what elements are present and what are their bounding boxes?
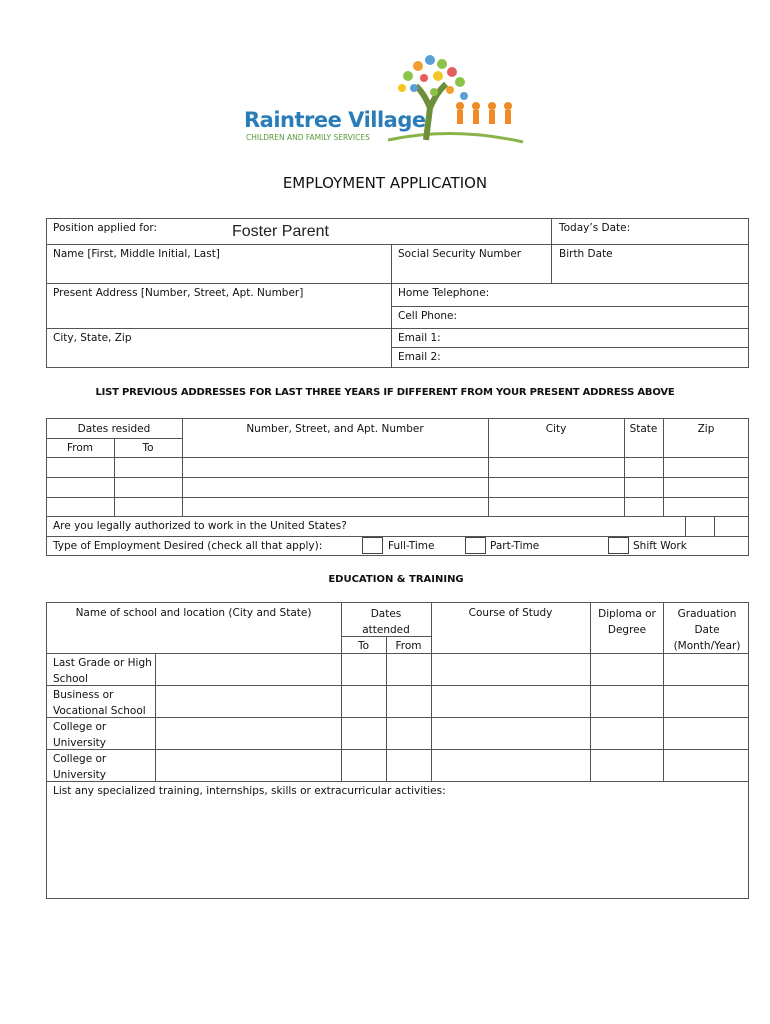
to-header: To xyxy=(142,442,154,454)
education-row-label: College or University xyxy=(53,721,107,749)
position-label: Position applied for: xyxy=(53,222,158,234)
logo-tagline: CHILDREN AND FAMILY SERVICES xyxy=(246,133,370,142)
previous-addresses-heading: LIST PREVIOUS ADDRESSES FOR LAST THREE YEARS IF DIFFERENT FROM YOUR PRESENT ADDRESS ABOVE xyxy=(95,387,675,398)
position-value: Foster Parent xyxy=(232,223,329,240)
logo-wordmark: Raintree Village xyxy=(244,108,426,132)
from-column-header: From xyxy=(395,640,422,652)
training-label: List any specialized training, internships, skills or extracurricular activities: xyxy=(53,785,446,797)
todays-date-label: Today’s Date: xyxy=(559,222,631,234)
ssn-label: Social Security Number xyxy=(398,248,522,260)
street-header: Number, Street, and Apt. Number xyxy=(246,423,424,435)
position-field[interactable] xyxy=(228,219,510,244)
email1-label: Email 1: xyxy=(398,332,441,344)
dates-attended-header: Dates attended xyxy=(362,608,410,636)
zip-header: Zip xyxy=(697,423,715,435)
shift-work-label: Shift Work xyxy=(633,540,687,552)
home-phone-label: Home Telephone: xyxy=(398,287,490,299)
dates-resided-header: Dates resided xyxy=(77,423,151,435)
work-authorization-no-box[interactable] xyxy=(715,517,748,535)
cell-phone-label: Cell Phone: xyxy=(398,310,458,322)
part-time-label: Part-Time xyxy=(490,540,540,552)
education-row-label: Last Grade or High School xyxy=(53,657,152,685)
education-row-label: Business or Vocational School xyxy=(53,689,146,717)
education-row-label: College or University xyxy=(53,753,107,781)
work-authorization-yes-box[interactable] xyxy=(686,517,714,535)
school-column-header: Name of school and location (City and State) xyxy=(75,607,312,619)
education-heading: EDUCATION & TRAINING xyxy=(328,574,464,585)
full-time-label: Full-Time xyxy=(388,540,435,552)
address-label: Present Address [Number, Street, Apt. Number] xyxy=(53,287,304,299)
training-field[interactable] xyxy=(47,798,748,898)
birth-date-label: Birth Date xyxy=(559,248,613,260)
work-authorization-question: Are you legally authorized to work in the United States? xyxy=(53,520,347,532)
to-column-header: To xyxy=(357,640,370,652)
state-header: State xyxy=(629,423,658,435)
city-header: City xyxy=(545,423,567,435)
logo xyxy=(238,48,528,148)
email2-label: Email 2: xyxy=(398,351,441,363)
page-title: EMPLOYMENT APPLICATION xyxy=(282,174,488,192)
graduation-column-header: Graduation Date (Month/Year) xyxy=(673,608,741,652)
city-label: City, State, Zip xyxy=(53,332,132,344)
course-column-header: Course of Study xyxy=(468,607,553,619)
name-label: Name [First, Middle Initial, Last] xyxy=(53,248,220,260)
part-time-checkbox[interactable] xyxy=(465,537,486,554)
shift-work-checkbox[interactable] xyxy=(608,537,629,554)
full-time-box-right xyxy=(362,537,383,554)
from-header: From xyxy=(66,442,93,454)
employment-type-label: Type of Employment Desired (check all that apply): xyxy=(53,540,323,552)
diploma-column-header: Diploma or Degree xyxy=(598,608,656,636)
